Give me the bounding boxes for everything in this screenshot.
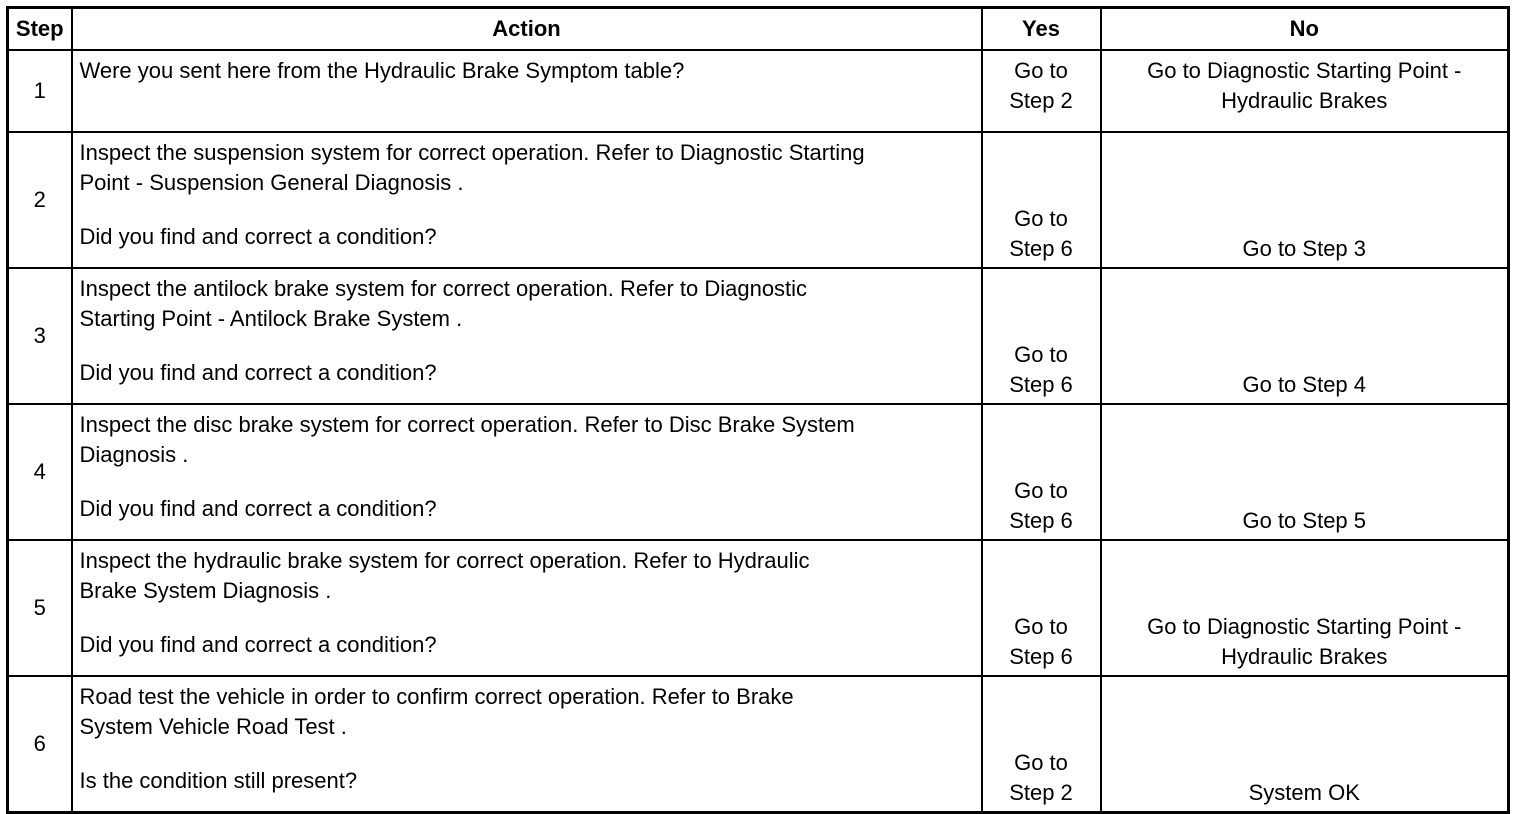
step-number: 4 bbox=[8, 404, 72, 540]
table-row bbox=[8, 268, 1509, 404]
action-question: Is the condition still present? bbox=[79, 768, 358, 793]
no-cell bbox=[1101, 676, 1509, 813]
yes-result-text: Go to bbox=[1014, 58, 1068, 83]
action-question: Did you find and correct a condition? bbox=[79, 224, 437, 249]
no-result-text: Hydraulic Brakes bbox=[1221, 644, 1388, 669]
header-row bbox=[8, 8, 1509, 51]
table-row bbox=[8, 50, 1509, 132]
yes-result-text: Step 6 bbox=[1009, 508, 1073, 533]
action-text: Road test the vehicle in order to confirm correct operation. Refer to Brake bbox=[79, 684, 794, 709]
table-row bbox=[8, 676, 1509, 813]
yes-result-text: Step 2 bbox=[1009, 88, 1073, 113]
yes-result-text: Step 6 bbox=[1009, 372, 1073, 397]
step-number: 1 bbox=[8, 50, 72, 132]
yes-result-text: Step 6 bbox=[1009, 236, 1073, 261]
step-number: 3 bbox=[8, 268, 72, 404]
action-text: Were you sent here from the Hydraulic Brake Symptom table? bbox=[79, 58, 685, 83]
action-column-header: Action bbox=[72, 8, 982, 51]
action-cell bbox=[72, 676, 982, 813]
yes-cell bbox=[982, 540, 1101, 676]
yes-result-text: Go to bbox=[1014, 206, 1068, 231]
yes-cell bbox=[982, 676, 1101, 813]
action-question: Did you find and correct a condition? bbox=[79, 360, 437, 385]
no-result-text: Go to Diagnostic Starting Point - bbox=[1147, 58, 1462, 83]
no-cell bbox=[1101, 404, 1509, 540]
yes-cell bbox=[982, 268, 1101, 404]
no-result-text: Go to Step 3 bbox=[1242, 236, 1367, 261]
action-text: Inspect the suspension system for correct operation. Refer to Diagnostic Starting bbox=[79, 140, 865, 165]
action-text: Brake System Diagnosis . bbox=[79, 578, 332, 603]
yes-result-text: Step 2 bbox=[1009, 780, 1073, 805]
yes-column-header: Yes bbox=[982, 8, 1101, 51]
action-question: Did you find and correct a condition? bbox=[79, 632, 437, 657]
no-cell bbox=[1101, 268, 1509, 404]
action-cell bbox=[72, 50, 982, 132]
step-number: 6 bbox=[8, 676, 72, 813]
yes-cell bbox=[982, 404, 1101, 540]
action-text: Diagnosis . bbox=[79, 442, 189, 467]
no-cell bbox=[1101, 132, 1509, 268]
action-cell bbox=[72, 540, 982, 676]
action-cell bbox=[72, 268, 982, 404]
step-number: 5 bbox=[8, 540, 72, 676]
yes-result-text: Go to bbox=[1014, 750, 1068, 775]
yes-cell bbox=[982, 132, 1101, 268]
table-row bbox=[8, 132, 1509, 268]
step-number: 2 bbox=[8, 132, 72, 268]
action-text: System Vehicle Road Test . bbox=[79, 714, 347, 739]
action-text: Inspect the hydraulic brake system for correct operation. Refer to Hydraulic bbox=[79, 548, 810, 573]
no-cell bbox=[1101, 540, 1509, 676]
step-column-header: Step bbox=[8, 8, 72, 51]
action-text: Point - Suspension General Diagnosis . bbox=[79, 170, 464, 195]
table-row bbox=[8, 404, 1509, 540]
action-text: Inspect the disc brake system for correct operation. Refer to Disc Brake System bbox=[79, 412, 855, 437]
table-row bbox=[8, 540, 1509, 676]
action-text: Starting Point - Antilock Brake System . bbox=[79, 306, 463, 331]
no-column-header: No bbox=[1101, 8, 1509, 51]
no-cell bbox=[1101, 50, 1509, 132]
yes-result-text: Go to bbox=[1014, 478, 1068, 503]
action-question: Did you find and correct a condition? bbox=[79, 496, 437, 521]
no-result-text: System OK bbox=[1248, 780, 1360, 805]
no-result-text: Go to Diagnostic Starting Point - bbox=[1147, 614, 1462, 639]
no-result-text: Go to Step 5 bbox=[1242, 508, 1367, 533]
yes-result-text: Go to bbox=[1014, 614, 1068, 639]
action-cell bbox=[72, 404, 982, 540]
action-text: Inspect the antilock brake system for correct operation. Refer to Diagnostic bbox=[79, 276, 808, 301]
no-result-text: Go to Step 4 bbox=[1242, 372, 1367, 397]
yes-result-text: Go to bbox=[1014, 342, 1068, 367]
diagnostic-table bbox=[6, 6, 1510, 814]
yes-cell bbox=[982, 50, 1101, 132]
action-cell bbox=[72, 132, 982, 268]
no-result-text: Hydraulic Brakes bbox=[1221, 88, 1388, 113]
yes-result-text: Step 6 bbox=[1009, 644, 1073, 669]
